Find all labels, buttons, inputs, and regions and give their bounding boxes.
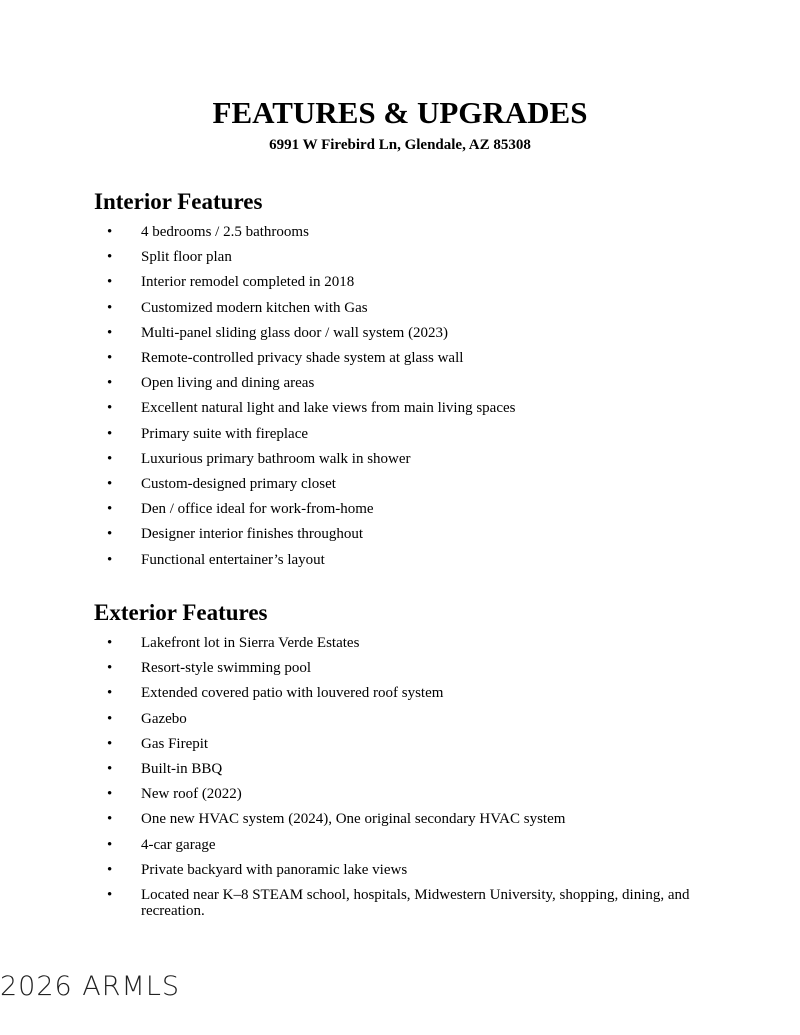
feature-item bbox=[94, 858, 734, 883]
bullet-icon: • bbox=[107, 811, 113, 828]
bullet-icon: • bbox=[107, 526, 113, 543]
exterior-features-section bbox=[94, 597, 734, 919]
feature-item bbox=[94, 782, 734, 807]
feature-item bbox=[94, 245, 734, 270]
feature-item bbox=[94, 396, 734, 421]
feature-item bbox=[94, 321, 734, 346]
bullet-icon: • bbox=[107, 375, 113, 392]
feature-item-text: Primary suite with fireplace bbox=[141, 425, 309, 442]
feature-item-text: Luxurious primary bathroom walk in shower bbox=[141, 450, 411, 467]
feature-item bbox=[94, 681, 734, 706]
bullet-icon: • bbox=[107, 425, 113, 442]
document-title: FEATURES & UPGRADES bbox=[212, 95, 588, 130]
feature-item bbox=[94, 346, 734, 371]
feature-item bbox=[94, 807, 734, 832]
feature-item bbox=[94, 371, 734, 396]
bullet-icon: • bbox=[107, 710, 113, 727]
feature-item bbox=[94, 707, 734, 732]
bullet-icon: • bbox=[107, 400, 113, 417]
feature-item-text: 4 bedrooms / 2.5 bathrooms bbox=[141, 224, 309, 240]
bullet-icon: • bbox=[107, 501, 113, 518]
bullet-icon: • bbox=[107, 685, 113, 702]
feature-item bbox=[94, 757, 734, 782]
exterior-features-list bbox=[94, 631, 734, 919]
feature-item-text: Custom-designed primary closet bbox=[141, 476, 336, 493]
feature-item-text: Gazebo bbox=[141, 710, 187, 727]
feature-item-text: Gas Firepit bbox=[141, 735, 209, 752]
feature-item-text: Built-in BBQ bbox=[141, 761, 223, 778]
bullet-icon: • bbox=[107, 836, 113, 853]
feature-item-text: Open living and dining areas bbox=[141, 375, 315, 392]
feature-item-text: Designer interior finishes throughout bbox=[141, 526, 364, 543]
bullet-icon: • bbox=[107, 551, 113, 568]
feature-item bbox=[94, 548, 734, 573]
feature-item-text: Functional entertainer’s layout bbox=[141, 551, 325, 568]
feature-item-text: Customized modern kitchen with Gas bbox=[141, 299, 368, 316]
feature-item-text: Extended covered patio with louvered roof system bbox=[141, 685, 444, 702]
feature-item bbox=[94, 472, 734, 497]
bullet-icon: • bbox=[107, 299, 113, 316]
bullet-icon: • bbox=[107, 224, 113, 240]
bullet-icon: • bbox=[107, 635, 113, 651]
feature-item bbox=[94, 220, 734, 245]
feature-item-text: Located near K–8 STEAM school, hospitals, Midwestern University, shopping, dining, and recreation. bbox=[141, 887, 690, 920]
feature-item bbox=[94, 631, 734, 656]
bullet-icon: • bbox=[107, 324, 113, 341]
bullet-icon: • bbox=[107, 274, 113, 291]
interior-features-heading: Interior Features bbox=[94, 189, 263, 214]
feature-item bbox=[94, 422, 734, 447]
bullet-icon: • bbox=[107, 861, 113, 878]
bullet-icon: • bbox=[107, 476, 113, 493]
feature-item-text: Lakefront lot in Sierra Verde Estates bbox=[141, 635, 360, 651]
bullet-icon: • bbox=[107, 660, 113, 677]
interior-features-list bbox=[94, 220, 734, 573]
bullet-icon: • bbox=[107, 735, 113, 752]
feature-item bbox=[94, 833, 734, 858]
bullet-icon: • bbox=[107, 450, 113, 467]
copyright-watermark: 2026 ARMLS bbox=[0, 971, 181, 1002]
bullet-icon: • bbox=[107, 761, 113, 778]
feature-item bbox=[94, 883, 734, 919]
feature-item-text: One new HVAC system (2024), One original secondary HVAC system bbox=[141, 811, 566, 828]
feature-item bbox=[94, 732, 734, 757]
bullet-icon: • bbox=[107, 249, 113, 266]
feature-item bbox=[94, 522, 734, 547]
feature-item-text: 4-car garage bbox=[141, 836, 216, 853]
property-address: 6991 W Firebird Ln, Glendale, AZ 85308 bbox=[269, 137, 531, 153]
bullet-icon: • bbox=[107, 887, 113, 904]
feature-item bbox=[94, 447, 734, 472]
feature-item bbox=[94, 296, 734, 321]
feature-item-text: Multi-panel sliding glass door / wall system (2023) bbox=[141, 324, 449, 341]
feature-item-text: New roof (2022) bbox=[141, 786, 242, 803]
feature-item bbox=[94, 270, 734, 295]
feature-item-text: Split floor plan bbox=[141, 249, 232, 266]
interior-features-section bbox=[94, 186, 734, 573]
feature-item-text: Den / office ideal for work-from-home bbox=[141, 501, 374, 518]
feature-item bbox=[94, 497, 734, 522]
feature-item-text: Remote-controlled privacy shade system at glass wall bbox=[141, 350, 464, 367]
feature-item-text: Interior remodel completed in 2018 bbox=[141, 274, 355, 291]
bullet-icon: • bbox=[107, 786, 113, 803]
feature-item-text: Excellent natural light and lake views from main living spaces bbox=[141, 400, 516, 417]
bullet-icon: • bbox=[107, 350, 113, 367]
feature-item-text: Resort-style swimming pool bbox=[141, 660, 311, 677]
feature-item bbox=[94, 656, 734, 681]
exterior-features-heading: Exterior Features bbox=[94, 600, 268, 625]
feature-item-text: Private backyard with panoramic lake views bbox=[141, 861, 408, 878]
